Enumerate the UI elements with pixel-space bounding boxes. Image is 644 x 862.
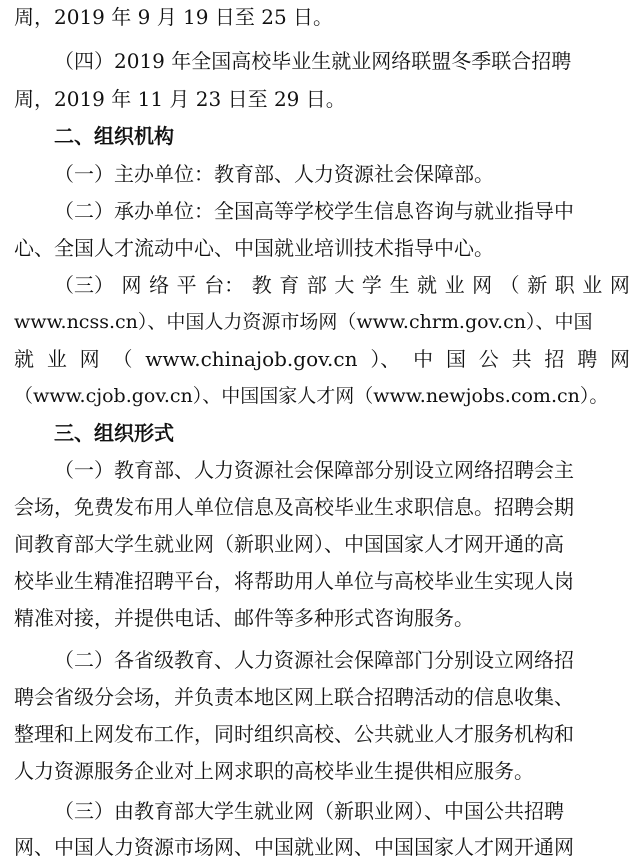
text-line: 周，2019 年 9 月 19 日至 25 日。 xyxy=(14,5,334,29)
text-line: 间教育部大学生就业网（新职业网）、中国国家人才网开通的高 xyxy=(14,532,564,556)
section-heading: 三、组织形式 xyxy=(54,421,174,445)
text-line: www.ncss.cn）、中国人力资源市场网（www.chrm.gov.cn）、中国 xyxy=(14,311,593,333)
text-line: （四）2019 年全国高校毕业生就业网络联盟冬季联合招聘 xyxy=(54,49,572,73)
text-line: （三）由教育部大学生就业网（新职业网）、中国公共招聘 xyxy=(54,799,564,823)
text-line-justified: （三） 网 络 平 台： 教 育 部 大 学 生 就 业 网 （ 新 职 业 网 xyxy=(54,273,630,297)
text-line: 精准对接，并提供电话、邮件等多种形式咨询服务。 xyxy=(14,606,474,630)
text-line: （一）教育部、人力资源社会保障部分别设立网络招聘会主 xyxy=(54,458,574,482)
text-line: （一）主办单位：教育部、人力资源社会保障部。 xyxy=(54,162,494,186)
text-line: （二）各省级教育、人力资源社会保障部门分别设立网络招 xyxy=(54,648,574,672)
text-line: 周，2019 年 11 月 23 日至 29 日。 xyxy=(14,87,346,111)
text-line: 人力资源服务企业对上网求职的高校毕业生提供相应服务。 xyxy=(14,759,534,783)
text-line-justified: 就 业 网 （ www.chinajob.gov.cn ）、 中 国 公 共 招 聘 网 xyxy=(14,347,630,371)
text-line: 网、中国人力资源市场网、中国就业网、中国国家人才网开通网 xyxy=(14,835,574,859)
text-line: 会场，免费发布用人单位信息及高校毕业生求职信息。招聘会期 xyxy=(14,495,574,519)
text-line: 整理和上网发布工作，同时组织高校、公共就业人才服务机构和 xyxy=(14,722,574,746)
text-line: （www.cjob.gov.cn）、中国国家人才网（www.newjobs.com.cn）。 xyxy=(14,385,609,407)
section-heading: 二、组织机构 xyxy=(54,124,174,148)
text-line: 聘会省级分会场，并负责本地区网上联合招聘活动的信息收集、 xyxy=(14,685,574,709)
text-line: 心、全国人才流动中心、中国就业培训技术指导中心。 xyxy=(14,236,494,260)
text-line: （二）承办单位：全国高等学校学生信息咨询与就业指导中 xyxy=(54,199,574,223)
text-line: 校毕业生精准招聘平台，将帮助用人单位与高校毕业生实现人岗 xyxy=(14,569,574,593)
